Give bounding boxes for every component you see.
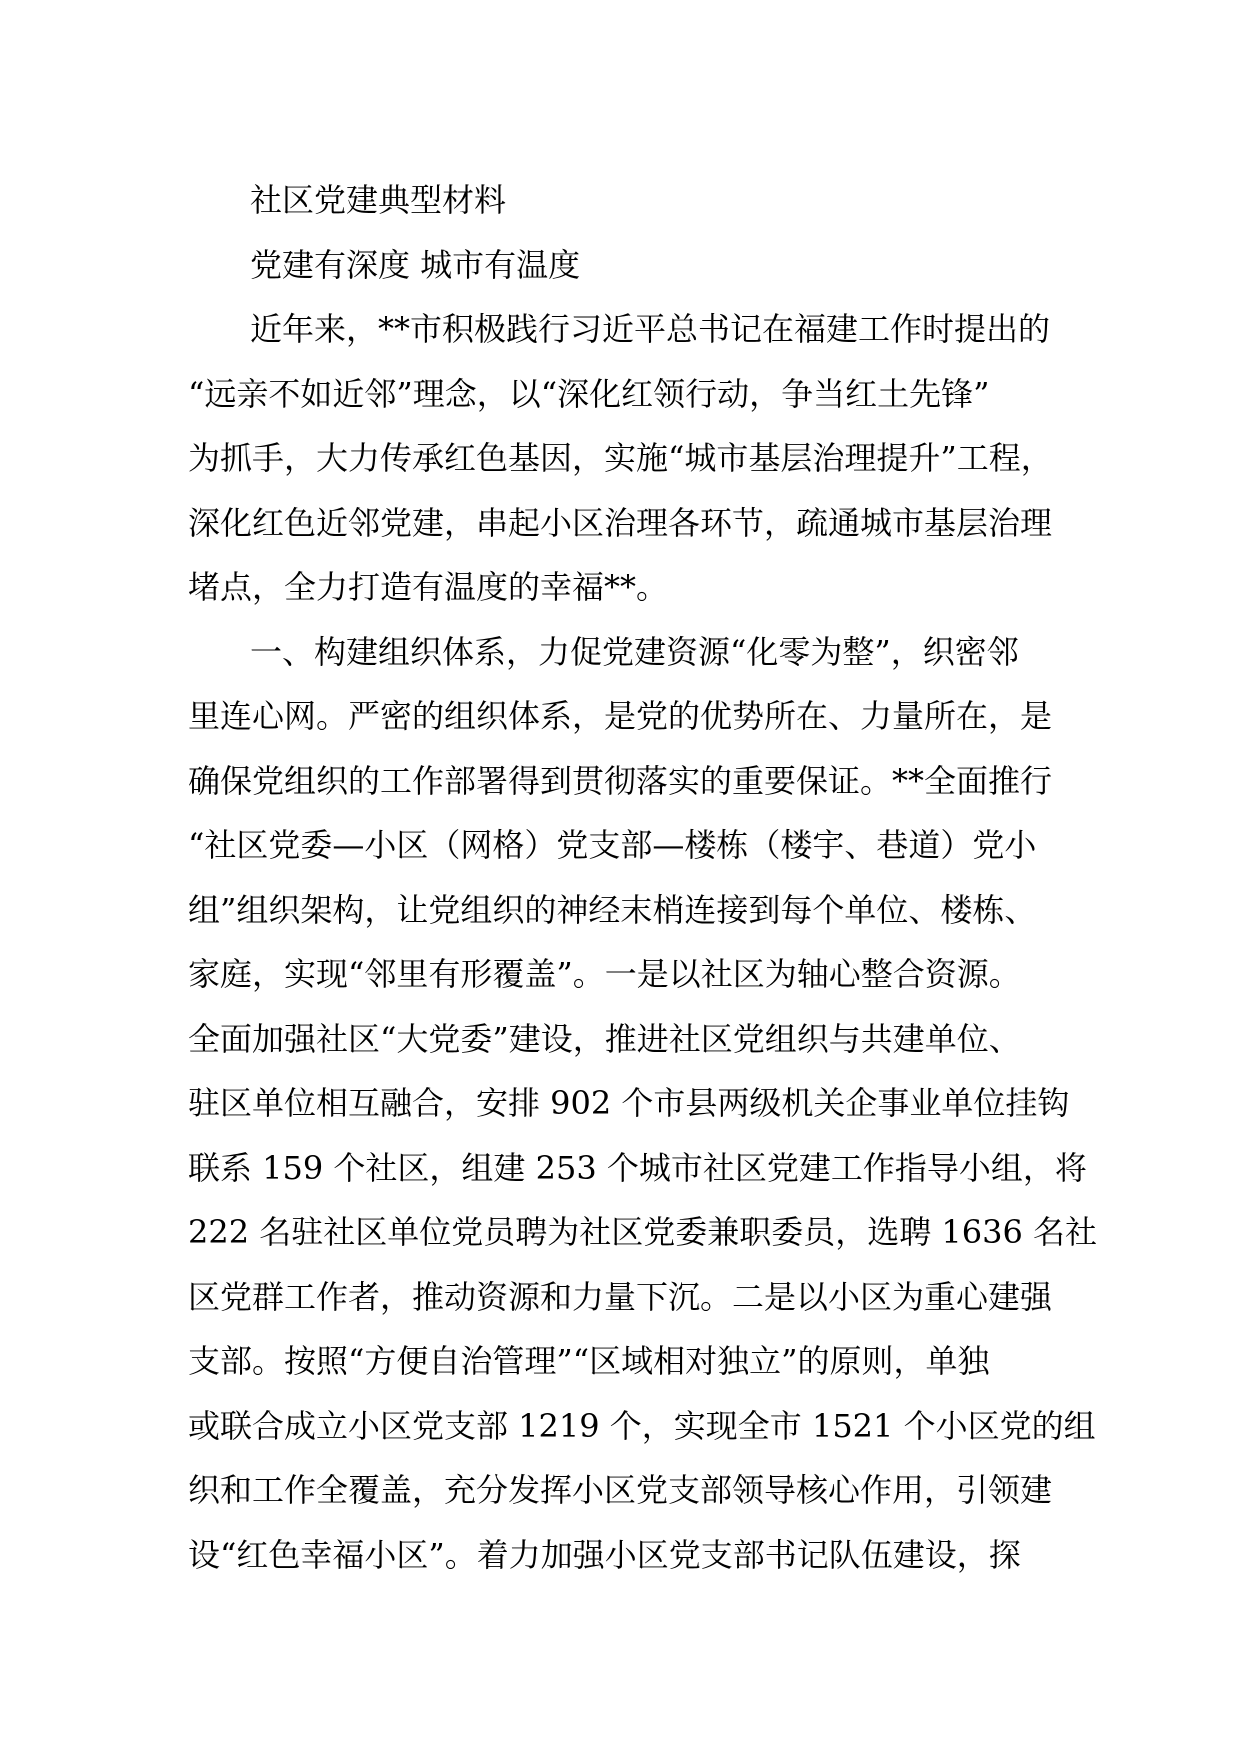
paragraph-line: 一、构建组织体系，力促党建资源“化零为整”，织密邻 — [250, 632, 1019, 671]
paragraph-line: “社区党委—小区（网格）党支部—楼栋（楼宇、巷道）党小 — [188, 826, 1037, 864]
paragraph-line: 家庭，实现“邻里有形覆盖”。一是以社区为轴心整合资源。 — [188, 955, 1021, 993]
document-subtitle: 党建有深度 城市有温度 — [250, 245, 581, 284]
paragraph-line: 设“红色幸福小区”。着力加强小区党支部书记队伍建设，探 — [188, 1535, 1021, 1574]
paragraph-line: 堵点，全力打造有温度的幸福**。 — [188, 568, 669, 606]
paragraph-line: 或联合成立小区党支部 1219 个，实现全市 1521 个小区党的组 — [188, 1406, 1096, 1445]
paragraph-line: 222 名驻社区单位党员聘为社区党委兼职委员，选聘 1636 名社 — [188, 1213, 1098, 1251]
paragraph-line: 深化红色近邻党建，串起小区治理各环节，疏通城市基层治理 — [188, 503, 1053, 542]
paragraph-line: 全面加强社区“大党委”建设，推进社区党组织与共建单位、 — [188, 1019, 1021, 1058]
paragraph-line: 确保党组织的工作部署得到贯彻落实的重要保证。**全面推行 — [188, 761, 1053, 800]
document-body — [188, 168, 1098, 1587]
paragraph-line: 联系 159 个社区，组建 253 个城市社区党建工作指导小组，将 — [188, 1148, 1087, 1187]
paragraph-line: 组”组织架构，让党组织的神经末梢连接到每个单位、楼栋、 — [188, 890, 1037, 929]
paragraph-line: 织和工作全覆盖，充分发挥小区党支部领导核心作用，引领建 — [188, 1471, 1053, 1509]
paragraph-line: 支部。按照“方便自治管理”“区域相对独立”的原则，单独 — [188, 1342, 990, 1380]
paragraph-line: “远亲不如近邻”理念，以“深化红领行动，争当红土先锋” — [188, 374, 990, 413]
paragraph-line: 里连心网。严密的组织体系，是党的优势所在、力量所在，是 — [188, 697, 1053, 735]
paragraph-line: 驻区单位相互融合，安排 902 个市县两级机关企事业单位挂钩 — [188, 1084, 1070, 1122]
paragraph-line: 为抓手，大力传承红色基因，实施“城市基层治理提升”工程， — [188, 439, 1053, 477]
paragraph-line: 区党群工作者，推动资源和力量下沉。二是以小区为重心建强 — [188, 1277, 1053, 1316]
document-title: 社区党建典型材料 — [250, 181, 507, 219]
paragraph-line: 近年来，**市积极践行习近平总书记在福建工作时提出的 — [250, 310, 1051, 348]
